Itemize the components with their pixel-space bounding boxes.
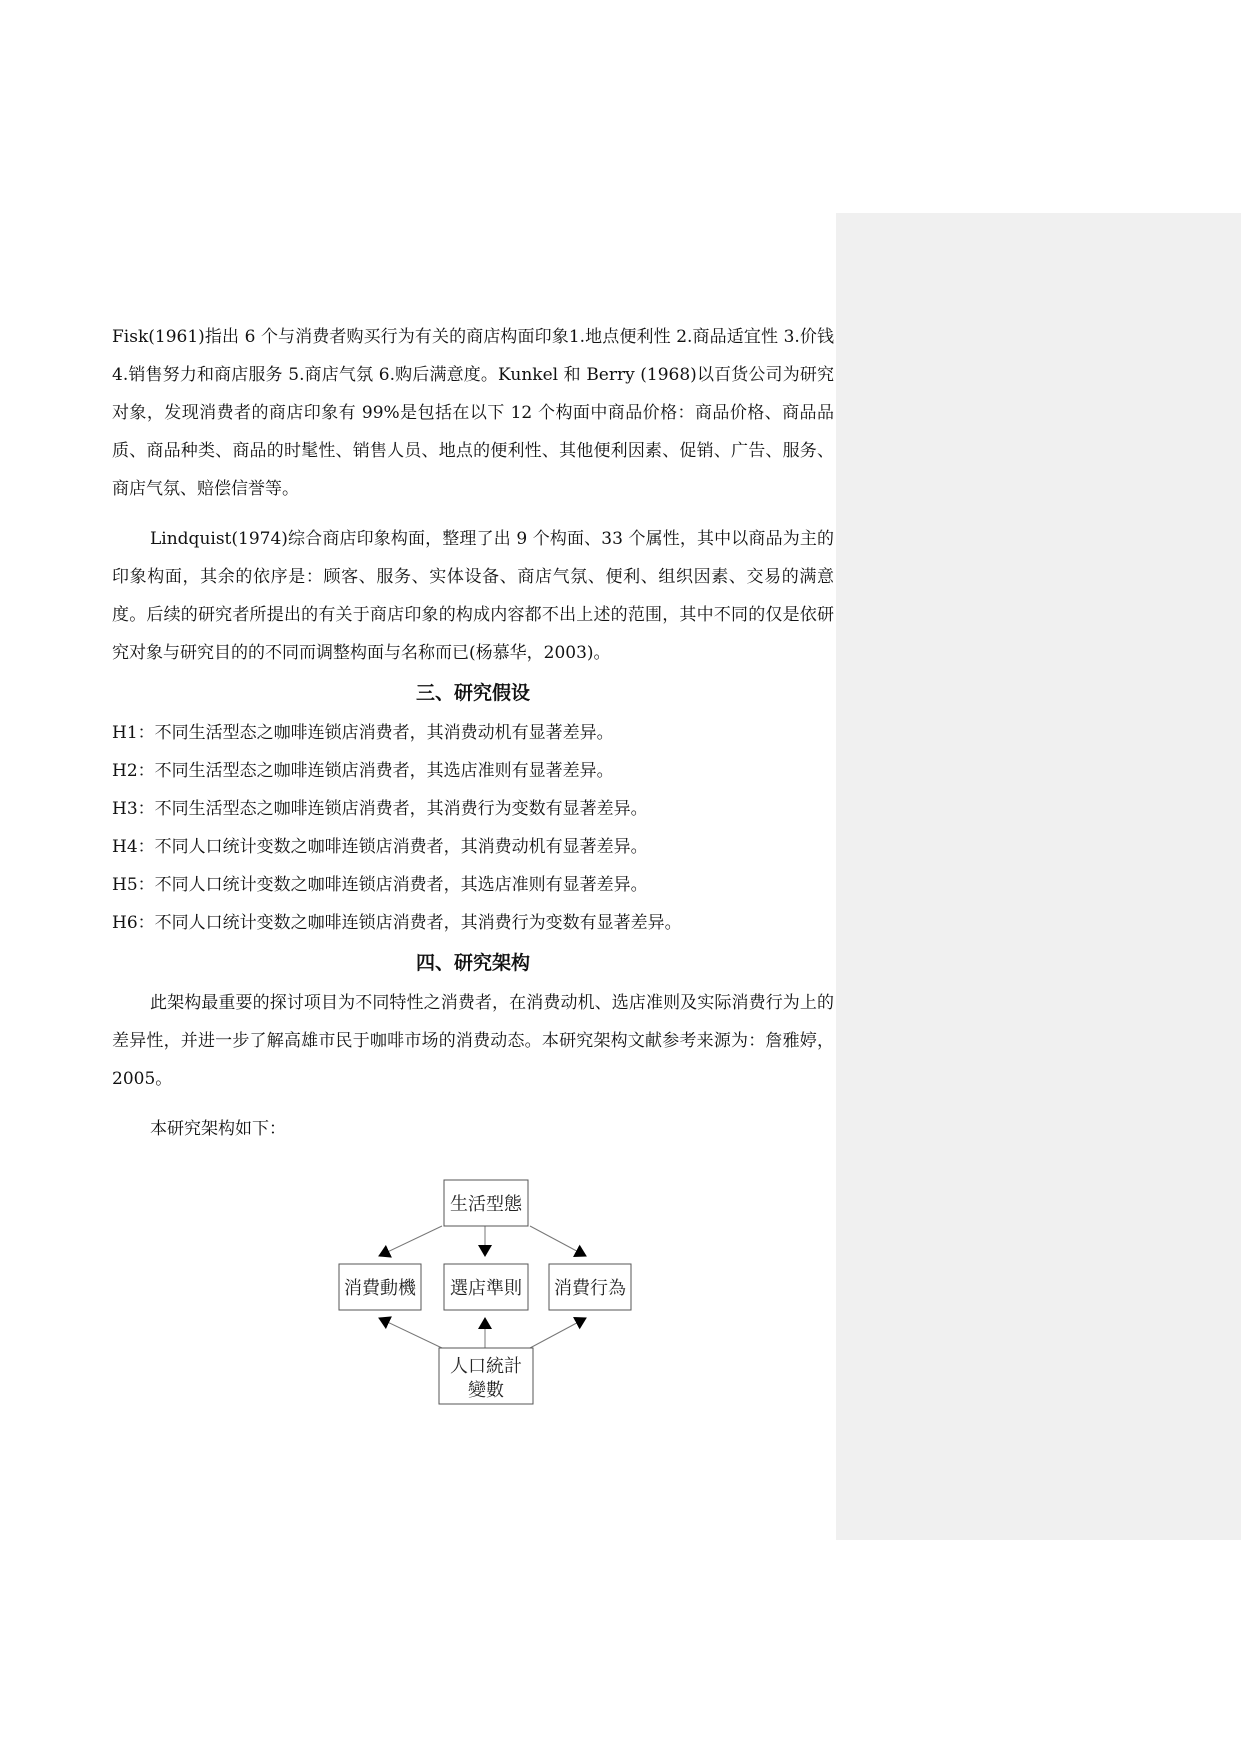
node-lifestyle-label: 生活型態 [450, 1194, 522, 1215]
node-consumption-behavior [549, 1264, 631, 1310]
comment-pane [836, 213, 1241, 1540]
node-demographics [439, 1348, 533, 1404]
hypothesis-h1: H1：不同生活型态之咖啡连锁店消费者，其消费动机有显著差异。 [112, 723, 614, 743]
node-consumption-behavior-label: 消費行為 [554, 1278, 626, 1299]
edge-lifestyle-to-behavior [530, 1226, 586, 1256]
paragraph-fisk: Fisk(1961)指出 6 个与消费者购买行为有关的商店构面印象1.地点便利性 2.商品适宜性 3.价钱 4.销售努力和商店服务 5.商店气氛 6.购后满意度。Kunkel 和 Berry (1968)以百货公司为研究对象，发现消费者的商店印象有 99%是包括在以下 12 个构面中商品价格：商品价格、商品品质、商品种类、商品的时髦性、销售人员、地点的便利性、其他便利因素、促销、广告、服务、商店气氛、赔偿信誉等。 [112, 327, 835, 499]
paragraph-lindquist: Lindquist(1974)综合商店印象构面，整理了出 9 个构面、33 个属性，其中以商品为主的印象构面，其余的依序是：顾客、服务、实体设备、商店气氛、便利、组织因素、交易的满意度。后续的研究者所提出的有关于商店印象的构成内容都不出上述的范围，其中不同的仅是依研究对象与研究目的的不同而调整构面与名称而已(杨慕华，2003)。 [112, 529, 834, 663]
document-body [112, 318, 834, 1148]
hypothesis-h2: H2：不同生活型态之咖啡连锁店消费者，其选店准则有显著差异。 [112, 761, 614, 781]
hypothesis-h4: H4：不同人口统计变数之咖啡连锁店消费者，其消费动机有显著差异。 [112, 837, 648, 857]
hypothesis-h3: H3：不同生活型态之咖啡连锁店消费者，其消费行为变数有显著差异。 [112, 799, 648, 819]
node-demographics-label-line1: 人口統計 [450, 1356, 522, 1377]
research-framework-diagram [330, 1172, 650, 1412]
hypothesis-h5: H5：不同人口统计变数之咖啡连锁店消费者，其选店准则有显著差异。 [112, 875, 648, 895]
node-store-criteria-label: 選店準則 [450, 1278, 522, 1299]
node-lifestyle [444, 1180, 528, 1226]
paragraph-framework: 此架构最重要的探讨项目为不同特性之消费者，在消费动机、选店准则及实际消费行为上的差异性，并进一步了解高雄市民于咖啡市场的消费动态。本研究架构文献参考来源为：詹雅婷，2005。 [112, 993, 834, 1089]
edge-demographic-to-motive [379, 1318, 442, 1348]
framework-svg [330, 1172, 650, 1412]
node-demographics-label-line2: 變數 [468, 1380, 504, 1401]
edge-lifestyle-to-motive [379, 1226, 442, 1256]
node-store-criteria [444, 1264, 528, 1310]
edge-demographic-to-behavior [530, 1318, 586, 1348]
node-consumption-motive [339, 1264, 421, 1310]
section-heading-hypotheses: 三、研究假设 [415, 682, 530, 704]
hypothesis-h6: H6：不同人口统计变数之咖啡连锁店消费者，其消费行为变数有显著差异。 [112, 913, 682, 933]
section-heading-framework: 四、研究架构 [415, 952, 530, 974]
node-consumption-motive-label: 消費動機 [344, 1278, 416, 1299]
framework-intro-line: 本研究架构如下： [150, 1119, 286, 1139]
